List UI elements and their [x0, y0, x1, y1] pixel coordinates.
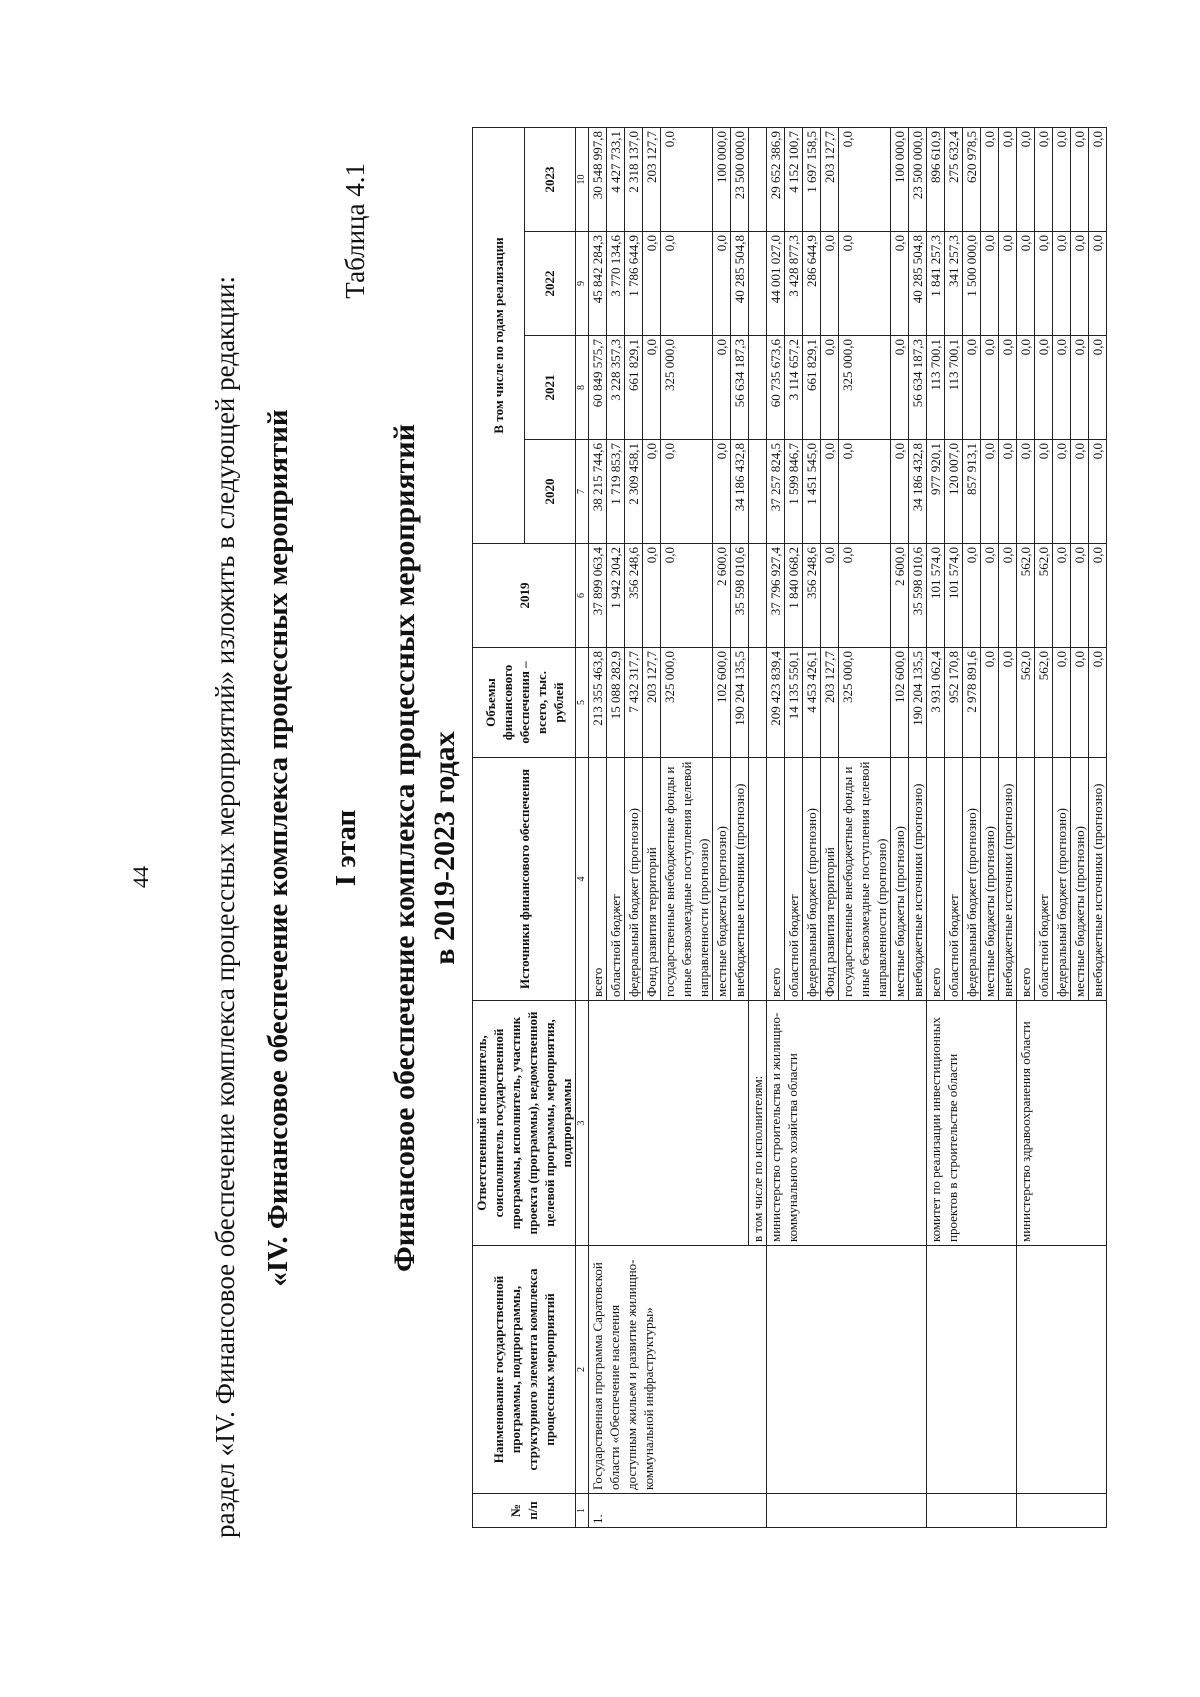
amount-cell: 0,0 — [839, 128, 891, 232]
funding-source-cell: внебюджетные источники (прогнозно) — [909, 758, 927, 1001]
table-row — [767, 128, 785, 1528]
amount-cell: 23 500 000,0 — [909, 128, 927, 232]
funding-source-cell: государственные внебюджетные фонды и иные безвозмездные поступления целевой направленности (прогнозно) — [661, 758, 713, 1001]
funding-source-cell: всего — [927, 758, 945, 1001]
amount-cell: 29 652 386,9 — [767, 128, 785, 232]
funding-source-cell: Фонд развития территорий — [821, 758, 839, 1001]
funding-source-cell: всего — [1017, 758, 1035, 1001]
amount-cell: 23 500 000,0 — [731, 128, 749, 232]
amount-cell: 40 285 504,8 — [731, 232, 749, 336]
column-number-cell: 4 — [576, 758, 589, 1001]
amount-cell: 325 000,0 — [661, 648, 713, 758]
program-executor-cell — [589, 1001, 749, 1246]
stage-heading: I этап — [330, 809, 362, 887]
funding-source-cell: внебюджетные источники (прогнозно) — [1089, 758, 1107, 1001]
amount-cell: 0,0 — [981, 648, 999, 758]
amount-cell: 0,0 — [713, 440, 731, 544]
blank-num-cell — [767, 1494, 927, 1528]
amount-cell: 1 451 545,0 — [803, 440, 821, 544]
amount-cell: 0,0 — [1017, 336, 1035, 440]
column-number-cell: 10 — [576, 128, 589, 232]
amount-cell: 60 849 575,7 — [589, 336, 607, 440]
amount-cell: 190 204 135,5 — [731, 648, 749, 758]
amount-cell: 562,0 — [1017, 648, 1035, 758]
amount-cell: 0,0 — [891, 232, 909, 336]
amount-cell: 0,0 — [661, 232, 713, 336]
funding-source-cell: местные бюджеты (прогнозно) — [713, 758, 731, 1001]
funding-source-cell: внебюджетные источники (прогнозно) — [731, 758, 749, 1001]
amount-cell: 0,0 — [1035, 232, 1053, 336]
amount-cell: 2 600,0 — [891, 544, 909, 648]
amount-cell: 0,0 — [891, 440, 909, 544]
amount-cell: 0,0 — [1035, 440, 1053, 544]
column-number-cell: 7 — [576, 440, 589, 544]
funding-source-cell: Фонд развития территорий — [643, 758, 661, 1001]
header-volume: Объемы финансового обеспечения – всего, тыс. рублей — [473, 648, 576, 758]
header-2019: 2019 — [473, 544, 576, 648]
empty-cell — [749, 232, 767, 336]
funding-source-cell: областной бюджет — [945, 758, 963, 1001]
funding-source-cell: всего — [767, 758, 785, 1001]
amount-cell: 0,0 — [981, 440, 999, 544]
amount-cell: 34 186 432,8 — [731, 440, 749, 544]
amount-cell: 0,0 — [821, 440, 839, 544]
table-title — [385, 28, 465, 1668]
amount-cell: 0,0 — [1053, 544, 1071, 648]
amount-cell: 0,0 — [1035, 336, 1053, 440]
header-2021: 2021 — [524, 336, 576, 440]
amount-cell: 562,0 — [1035, 544, 1053, 648]
amount-cell: 0,0 — [643, 544, 661, 648]
column-number-cell: 9 — [576, 232, 589, 336]
amount-cell: 0,0 — [1071, 648, 1089, 758]
table-title-line-2: в 2019-2023 годах — [428, 731, 461, 965]
amount-cell: 0,0 — [1053, 128, 1071, 232]
amount-cell: 325 000,0 — [661, 336, 713, 440]
amount-cell: 1 942 204,2 — [607, 544, 625, 648]
amount-cell: 0,0 — [839, 440, 891, 544]
table-body — [589, 128, 1107, 1528]
amount-cell: 0,0 — [1089, 128, 1107, 232]
amount-cell: 0,0 — [643, 336, 661, 440]
executor-cell: комитет по реализации инвестиционных проектов в строительстве области — [927, 1001, 1017, 1246]
funding-source-cell: областной бюджет — [785, 758, 803, 1001]
funding-source-cell: местные бюджеты (прогнозно) — [981, 758, 999, 1001]
amount-cell: 4 453 426,1 — [803, 648, 821, 758]
amount-cell: 0,0 — [1071, 440, 1089, 544]
executor-cell: министерство строительства и жилищно-коммунального хозяйства области — [767, 1001, 927, 1246]
amount-cell: 0,0 — [999, 128, 1017, 232]
financing-table — [472, 127, 1107, 1528]
amount-cell: 0,0 — [1089, 544, 1107, 648]
amount-cell: 341 257,3 — [945, 232, 963, 336]
amount-cell: 286 644,9 — [803, 232, 821, 336]
table-row — [927, 128, 945, 1528]
amount-cell: 1 500 000,0 — [963, 232, 981, 336]
amount-cell: 0,0 — [1053, 232, 1071, 336]
empty-cell — [749, 128, 767, 232]
amount-cell: 101 574,0 — [945, 544, 963, 648]
amount-cell: 45 842 284,3 — [589, 232, 607, 336]
program-number-cell: 1. — [589, 1494, 767, 1528]
amount-cell: 0,0 — [1089, 648, 1107, 758]
column-number-cell: 8 — [576, 336, 589, 440]
amount-cell: 325 000,0 — [839, 648, 891, 758]
header-row-1 — [473, 128, 525, 1528]
amount-cell: 0,0 — [963, 544, 981, 648]
amount-cell: 3 770 134,6 — [607, 232, 625, 336]
amount-cell: 209 423 839,4 — [767, 648, 785, 758]
amount-cell: 0,0 — [1071, 128, 1089, 232]
section-heading: «IV. Финансовое обеспечение комплекса процессных мероприятий — [262, 409, 294, 1287]
column-number-cell: 3 — [576, 1001, 589, 1246]
amount-cell: 14 135 550,1 — [785, 648, 803, 758]
amount-cell: 44 001 027,0 — [767, 232, 785, 336]
amount-cell: 2 309 458,1 — [625, 440, 643, 544]
amount-cell: 0,0 — [1089, 232, 1107, 336]
amount-cell: 113 700,1 — [927, 336, 945, 440]
header-2023: 2023 — [524, 128, 576, 232]
header-sources: Источники финансового обеспечения — [473, 758, 576, 1001]
amount-cell: 0,0 — [999, 544, 1017, 648]
page-number: 44 — [128, 866, 153, 888]
amount-cell: 56 634 187,3 — [731, 336, 749, 440]
header-executor: Ответственный исполнитель, соисполнитель государственной программы, исполнитель, участник проекта (программы), ведомственной целевой программы, мероприятия, подпрограммы — [473, 1001, 576, 1246]
column-numbers-row — [576, 128, 589, 1528]
amount-cell: 0,0 — [661, 440, 713, 544]
amount-cell: 0,0 — [999, 440, 1017, 544]
amount-cell: 275 632,4 — [945, 128, 963, 232]
executor-cell: министерство здравоохранения области — [1017, 1001, 1107, 1246]
amount-cell: 562,0 — [1035, 648, 1053, 758]
amount-cell: 0,0 — [981, 128, 999, 232]
amount-cell: 0,0 — [839, 544, 891, 648]
amount-cell: 0,0 — [1071, 336, 1089, 440]
amount-cell: 0,0 — [981, 544, 999, 648]
column-number-cell: 1 — [576, 1494, 589, 1528]
amount-cell: 0,0 — [839, 232, 891, 336]
column-number-cell: 2 — [576, 1246, 589, 1494]
amount-cell: 37 257 824,5 — [767, 440, 785, 544]
amount-cell: 0,0 — [643, 440, 661, 544]
amount-cell: 0,0 — [981, 232, 999, 336]
blank-num-cell — [1017, 1494, 1107, 1528]
amount-cell: 203 127,7 — [643, 648, 661, 758]
amount-cell: 0,0 — [999, 232, 1017, 336]
amount-cell: 0,0 — [963, 336, 981, 440]
amount-cell: 3 228 357,3 — [607, 336, 625, 440]
amount-cell: 661 829,1 — [803, 336, 821, 440]
amount-cell: 38 215 744,6 — [589, 440, 607, 544]
amount-cell: 1 719 853,7 — [607, 440, 625, 544]
amount-cell: 113 700,1 — [945, 336, 963, 440]
amount-cell: 356 248,6 — [803, 544, 821, 648]
amount-cell: 101 574,0 — [927, 544, 945, 648]
funding-source-cell: местные бюджеты (прогнозно) — [891, 758, 909, 1001]
amount-cell: 0,0 — [713, 336, 731, 440]
program-name-cell: Государственная программа Саратовской области «Обеспечение населения доступным жильем и развитие жилищно-коммунальной инфраструктуры» — [589, 1246, 767, 1494]
funding-source-cell: местные бюджеты (прогнозно) — [1071, 758, 1089, 1001]
amount-cell: 857 913,1 — [963, 440, 981, 544]
blank-name-cell — [767, 1246, 927, 1494]
amount-cell: 1 599 846,7 — [785, 440, 803, 544]
funding-source-cell: федеральный бюджет (прогнозно) — [963, 758, 981, 1001]
funding-source-cell: областной бюджет — [1035, 758, 1053, 1001]
document-page — [10, 28, 1190, 1668]
header-by-years: В том числе по годам реализации — [473, 128, 525, 544]
amount-cell: 60 735 673,6 — [767, 336, 785, 440]
amount-cell: 102 600,0 — [891, 648, 909, 758]
amount-cell: 56 634 187,3 — [909, 336, 927, 440]
amount-cell: 0,0 — [821, 544, 839, 648]
amount-cell: 0,0 — [1053, 440, 1071, 544]
amount-cell: 0,0 — [643, 232, 661, 336]
header-2022: 2022 — [524, 232, 576, 336]
amount-cell: 1 841 257,3 — [927, 232, 945, 336]
funding-source-cell: федеральный бюджет (прогнозно) — [625, 758, 643, 1001]
amount-cell: 325 000,0 — [839, 336, 891, 440]
amount-cell: 0,0 — [661, 128, 713, 232]
amount-cell: 37 899 063,4 — [589, 544, 607, 648]
blank-num-cell — [927, 1494, 1017, 1528]
amount-cell: 896 610,9 — [927, 128, 945, 232]
empty-cell — [749, 544, 767, 648]
amount-cell: 0,0 — [1071, 544, 1089, 648]
table-title-line-1: Финансовое обеспечение комплекса процессных мероприятий — [388, 424, 421, 1272]
amount-cell: 0,0 — [661, 544, 713, 648]
blank-name-cell — [927, 1246, 1017, 1494]
amount-cell: 3 428 877,3 — [785, 232, 803, 336]
amount-cell: 203 127,7 — [643, 128, 661, 232]
amount-cell: 1 840 068,2 — [785, 544, 803, 648]
amount-cell: 661 829,1 — [625, 336, 643, 440]
amount-cell: 0,0 — [981, 336, 999, 440]
amount-cell: 2 978 891,6 — [963, 648, 981, 758]
empty-cell — [749, 648, 767, 758]
funding-source-cell: федеральный бюджет (прогнозно) — [803, 758, 821, 1001]
amount-cell: 100 000,0 — [891, 128, 909, 232]
amount-cell: 1 697 158,5 — [803, 128, 821, 232]
header-num: № п/п — [473, 1494, 576, 1528]
amount-cell: 37 796 927,4 — [767, 544, 785, 648]
funding-source-cell: областной бюджет — [607, 758, 625, 1001]
amount-cell: 3 114 657,2 — [785, 336, 803, 440]
subsection-label: в том числе по исполнителям: — [749, 1001, 767, 1246]
amount-cell: 15 088 282,9 — [607, 648, 625, 758]
amount-cell: 0,0 — [821, 232, 839, 336]
amount-cell: 0,0 — [999, 648, 1017, 758]
amount-cell: 40 285 504,8 — [909, 232, 927, 336]
amount-cell: 203 127,7 — [821, 128, 839, 232]
amount-cell: 620 978,5 — [963, 128, 981, 232]
header-2020: 2020 — [524, 440, 576, 544]
funding-source-cell: государственные внебюджетные фонды и иные безвозмездные поступления целевой направленности (прогнозно) — [839, 758, 891, 1001]
amount-cell: 2 600,0 — [713, 544, 731, 648]
table-label: Таблица 4.1 — [340, 163, 370, 299]
amount-cell: 0,0 — [1053, 336, 1071, 440]
amount-cell: 190 204 135,5 — [909, 648, 927, 758]
amount-cell: 1 786 644,9 — [625, 232, 643, 336]
amount-cell: 203 127,7 — [821, 648, 839, 758]
amount-cell: 0,0 — [1017, 440, 1035, 544]
amount-cell: 0,0 — [1035, 128, 1053, 232]
funding-source-cell: внебюджетные источники (прогнозно) — [999, 758, 1017, 1001]
empty-cell — [749, 758, 767, 1001]
amount-cell: 4 427 733,1 — [607, 128, 625, 232]
intro-paragraph: раздел «IV. Финансовое обеспечение комплекса процессных мероприятий» изложить в следующей редакции: — [210, 276, 240, 1538]
empty-cell — [749, 440, 767, 544]
amount-cell: 35 598 010,6 — [731, 544, 749, 648]
amount-cell: 0,0 — [1017, 232, 1035, 336]
column-number-cell: 5 — [576, 648, 589, 758]
table-row — [589, 128, 607, 1528]
amount-cell: 35 598 010,6 — [909, 544, 927, 648]
amount-cell: 3 931 062,4 — [927, 648, 945, 758]
amount-cell: 30 548 997,8 — [589, 128, 607, 232]
amount-cell: 952 170,8 — [945, 648, 963, 758]
amount-cell: 0,0 — [1071, 232, 1089, 336]
funding-source-cell: всего — [589, 758, 607, 1001]
funding-source-cell: федеральный бюджет (прогнозно) — [1053, 758, 1071, 1001]
amount-cell: 562,0 — [1017, 544, 1035, 648]
amount-cell: 100 000,0 — [713, 128, 731, 232]
amount-cell: 0,0 — [1089, 336, 1107, 440]
amount-cell: 0,0 — [999, 336, 1017, 440]
table-row — [1017, 128, 1035, 1528]
amount-cell: 213 355 463,8 — [589, 648, 607, 758]
column-number-cell: 6 — [576, 544, 589, 648]
amount-cell: 0,0 — [821, 336, 839, 440]
amount-cell: 356 248,6 — [625, 544, 643, 648]
amount-cell: 0,0 — [1089, 440, 1107, 544]
blank-name-cell — [1017, 1246, 1107, 1494]
amount-cell: 0,0 — [891, 336, 909, 440]
amount-cell: 102 600,0 — [713, 648, 731, 758]
header-name: Наименование государственной программы, подпрограммы, структурного элемента комплекса процессных мероприятий — [473, 1246, 576, 1494]
amount-cell: 7 432 317,7 — [625, 648, 643, 758]
amount-cell: 0,0 — [1053, 648, 1071, 758]
amount-cell: 120 007,0 — [945, 440, 963, 544]
amount-cell: 977 920,1 — [927, 440, 945, 544]
amount-cell: 34 186 432,8 — [909, 440, 927, 544]
empty-cell — [749, 336, 767, 440]
amount-cell: 0,0 — [713, 232, 731, 336]
amount-cell: 2 318 137,0 — [625, 128, 643, 232]
amount-cell: 4 152 100,7 — [785, 128, 803, 232]
amount-cell: 0,0 — [1017, 128, 1035, 232]
